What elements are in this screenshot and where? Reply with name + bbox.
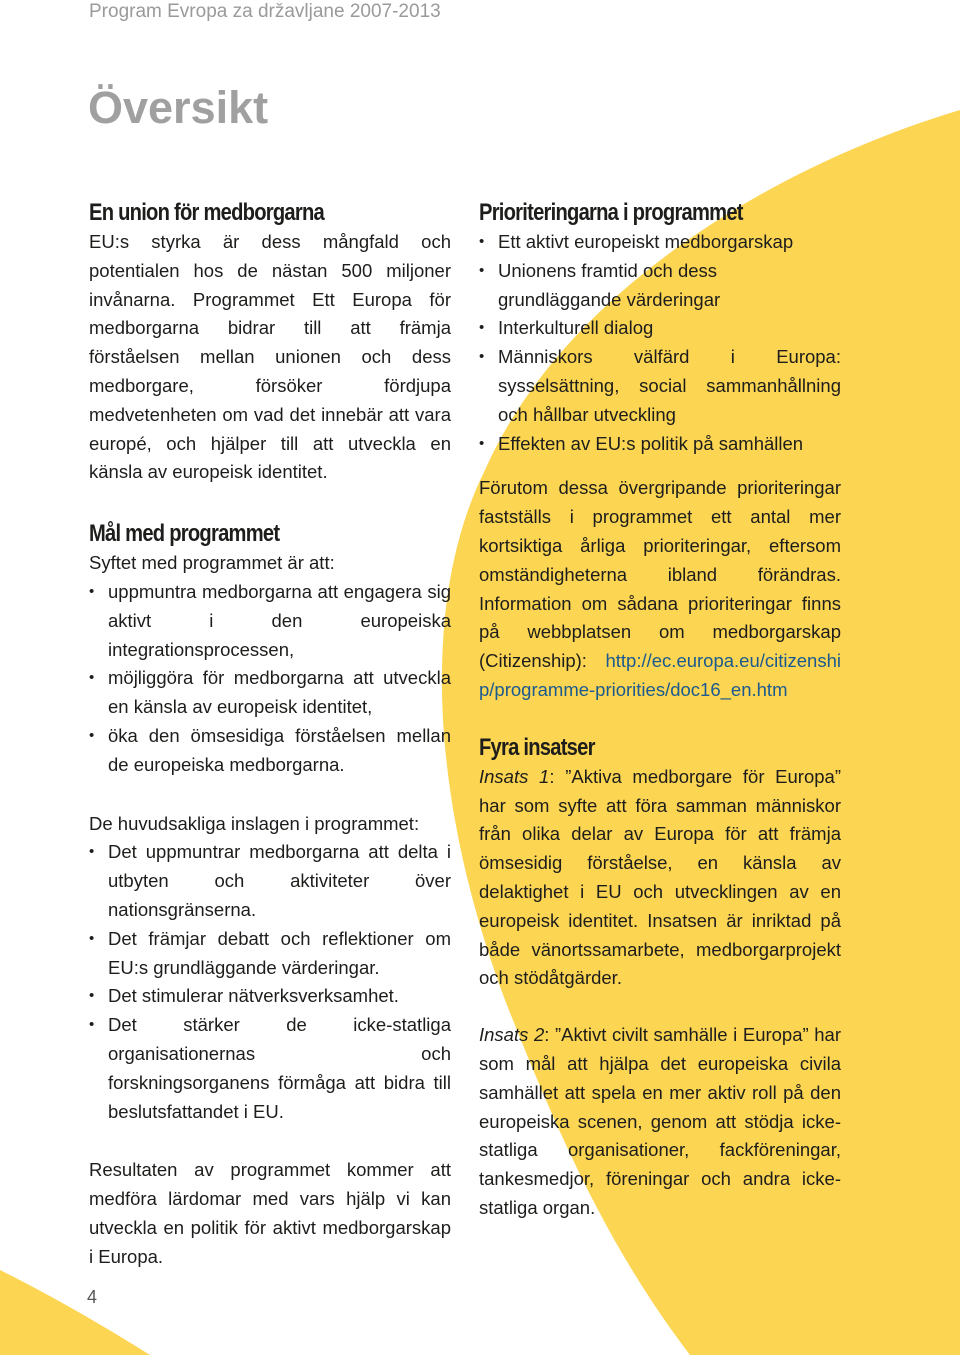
list-item: • Ett aktivt europeiskt medborgarskap: [479, 228, 841, 257]
action-2-text: : ”Aktivt civilt samhälle i Europa” har som mål att hjälpa det europeiska civila samhället att spela en mer aktiv roll på den europeiska scenen, genom att stödja icke-statliga organisationer, fackföreningar, tankesmedjor, föreningar och andra icke-statliga organ.: [479, 1024, 841, 1218]
list-item: • Det stimulerar nätverksverksamhet.: [89, 982, 451, 1011]
action-1-text: : ”Aktiva medborgare för Europa” har som syfte att föra samman människor från olika delar av Europa för att främja ömsesidig förståelse, en känsla av delaktighet i EU och utvecklingen av en europeisk identitet. Insatsen är inriktad på både vänortssamarbete, medborgarprojekt och stödåtgärder.: [479, 765, 841, 989]
list-item: • Människors välfärd i Europa: sysselsättning, social sammanhållning och hållbar utveckling: [479, 343, 841, 429]
page-title: Översikt: [88, 82, 269, 133]
list-item: • Det uppmuntrar medborgarna att delta i utbyten och aktiviteter över nationsgränserna.: [89, 838, 451, 924]
action-2-label: Insats 2: [479, 1024, 545, 1046]
list-item: • möjliggöra för medborgarna att utveckla en känsla av europeisk identitet,: [89, 664, 451, 722]
features-intro: De huvudsakliga inslagen i programmet:: [89, 812, 420, 834]
list-item: • uppmuntra medborgarna att engagera sig aktivt i den europeiska integrationsprocessen,: [89, 578, 451, 664]
list-item: • Effekten av EU:s politik på samhällen: [479, 430, 841, 459]
left-column: [89, 198, 451, 1272]
action-1-label: Insats 1: [479, 765, 550, 787]
priorities-text: Förutom dessa övergripande prioriteringar fastställs i programmet ett antal mer kortsiktiga årliga prioriteringar, eftersom omständigheterna ibland förändras. Information om sådana prioriteringar finns på webbplatsen om medborgarskap (Citizenship):: [479, 477, 841, 672]
running-head: Program Evropa za državljane 2007-2013: [89, 1, 441, 22]
list-item: • Det stärker de icke-statliga organisationernas och forskningsorganens förmåga att bidra till beslutsfattandet i EU.: [89, 1011, 451, 1126]
list-item: • Det främjar debatt och reflektioner om EU:s grundläggande värderingar.: [89, 925, 451, 983]
result-paragraph: Resultaten av programmet kommer att medföra lärdomar med vars hjälp vi kan utveckla en politik för aktivt medborgarskap i Europa.: [89, 1159, 451, 1267]
goals-heading: Mål med programmet: [89, 520, 280, 548]
priorities-body: [479, 474, 841, 704]
priorities-link[interactable]: http://ec.europa.eu/citizenship/programme-priorities/doc16_en.htm: [479, 650, 841, 700]
priorities-heading: Prioriteringarna i programmet: [479, 199, 743, 226]
list-item: • Interkulturell dialog: [479, 314, 841, 343]
actions-heading: Fyra insatser: [479, 733, 595, 761]
action-2-paragraph: [479, 1021, 841, 1223]
list-item: • öka den ömsesidiga förståelsen mellan de europeiska medborgarna.: [89, 722, 451, 780]
union-body: EU:s styrka är dess mångfald och potentialen hos de nästan 500 miljoner invånarna. Programmet Ett Europa för medborgarna bidrar till att främja förståelsen mellan unionen och dess medborgare, försöker fördjupa medvetenheten om vad det innebär att vara europé, och hjälper till att utveckla en känsla av europeisk identitet.: [89, 231, 451, 483]
action-1-paragraph: [479, 763, 841, 993]
priorities-list: [479, 228, 841, 458]
goals-list: [89, 578, 451, 780]
features-list: [89, 838, 451, 1126]
right-column: [479, 198, 841, 1223]
union-heading: En union för medborgarna: [89, 199, 324, 226]
list-item: • Unionens framtid och dess grundläggande värderingar: [479, 257, 841, 315]
goals-intro: Syftet med programmet är att:: [89, 552, 335, 574]
page-number: 4: [87, 1287, 98, 1307]
